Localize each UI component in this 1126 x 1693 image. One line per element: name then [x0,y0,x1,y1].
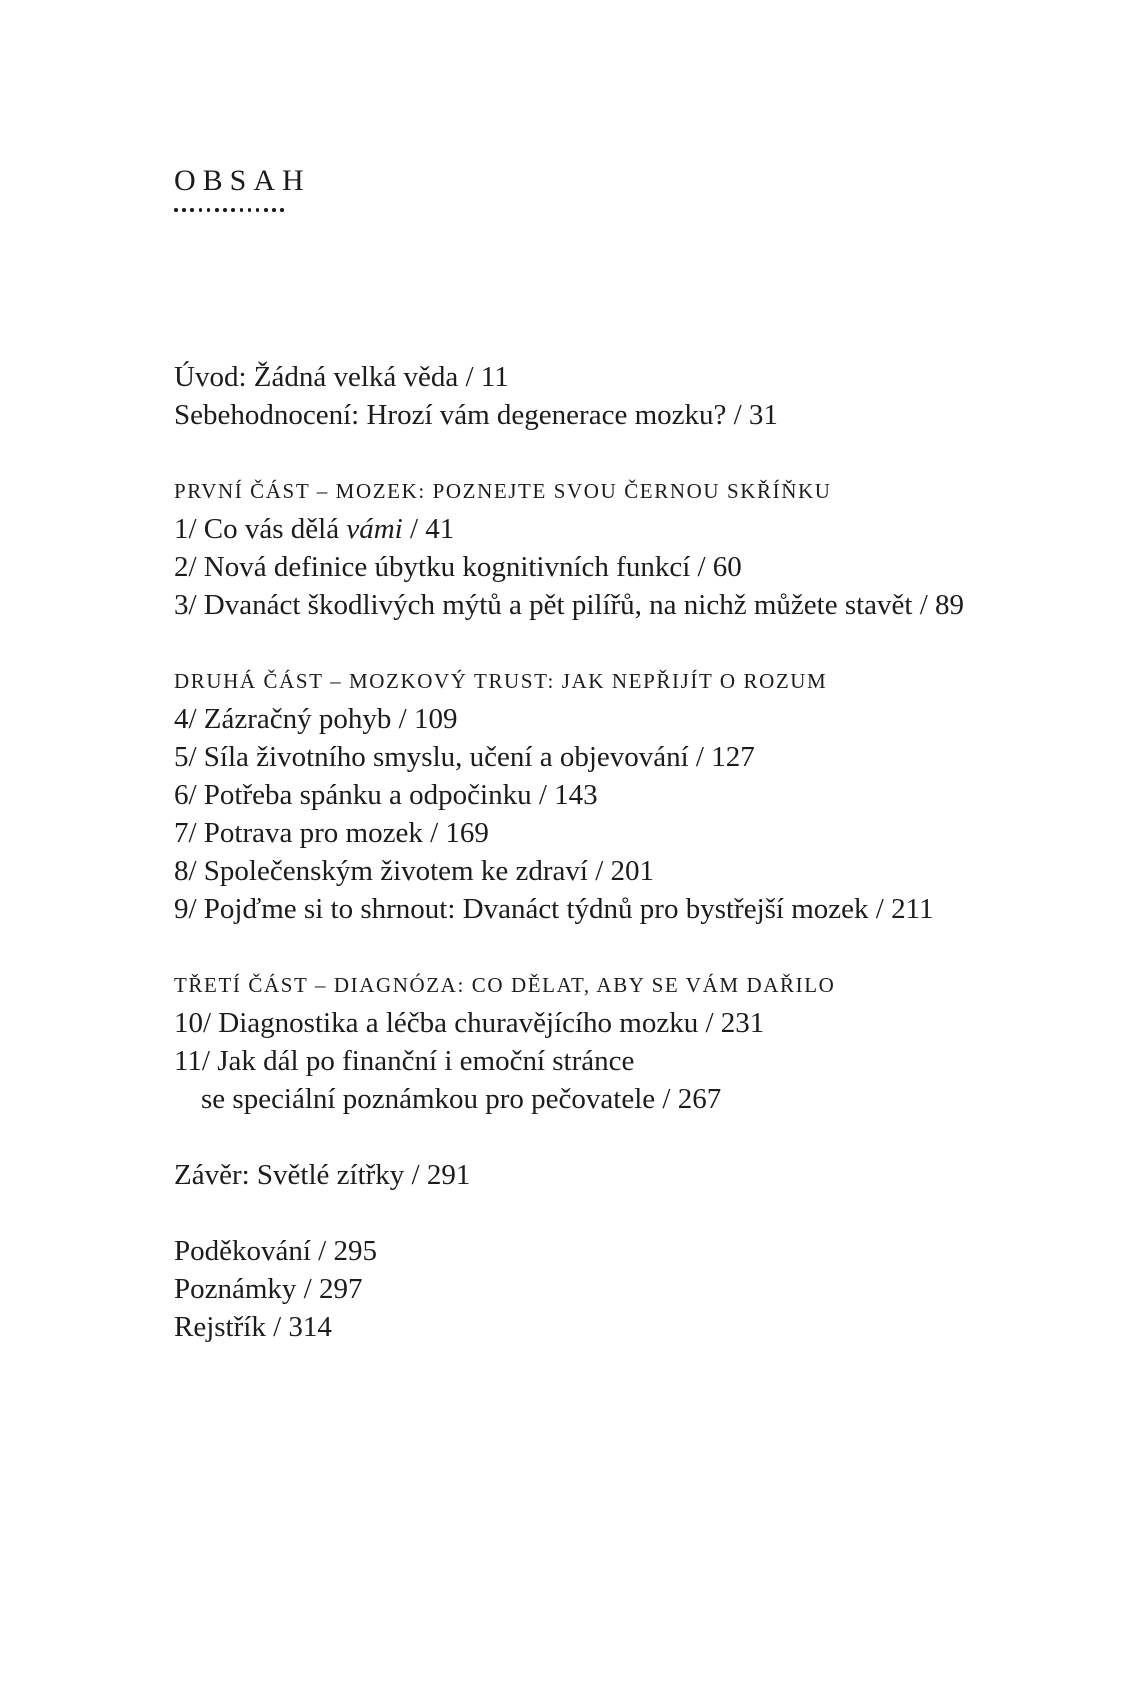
toc-section [174,1232,1056,1346]
toc-entry-text-italic: vámi [346,513,403,545]
toc-entry-text: 5/ Síla životního smyslu, učení a objevování / 127 [174,741,755,773]
toc-entry [174,1004,1056,1042]
toc-entry-text: 4/ Zázračný pohyb / 109 [174,703,458,735]
divider-dot [223,208,227,212]
toc-entry [174,586,1056,624]
divider-dot [174,208,178,212]
toc-entry-text: 10/ Diagnostika a léčba churavějícího mozku / 231 [174,1007,765,1039]
toc-section-heading: TŘETÍ ČÁST – DIAGNÓZA: CO DĚLAT, ABY SE VÁM DAŘILO [174,973,836,997]
toc-entry-text: 6/ Potřeba spánku a odpočinku / 143 [174,779,598,811]
toc-entry-text: 7/ Potrava pro mozek / 169 [174,817,489,849]
toc-entry [174,852,1056,890]
toc-entry [174,700,1056,738]
toc-section-heading: DRUHÁ ČÁST – MOZKOVÝ TRUST: JAK NEPŘIJÍT O ROZUM [174,669,828,693]
toc-entry-text: 8/ Společenským životem ke zdraví / 201 [174,855,655,887]
toc-entry [174,1308,1056,1346]
toc-section [174,1156,1056,1194]
toc-entry-continuation [174,1080,1056,1118]
toc-entry-text: Úvod: Žádná velká věda / 11 [174,361,509,393]
dotted-divider [174,208,1056,212]
toc-entry [174,358,1056,396]
divider-dot [190,208,194,212]
divider-dot [272,208,276,212]
toc-entry-text: Rejstřík / 314 [174,1311,332,1343]
toc-entry [174,1042,1056,1080]
toc-entry-text: 9/ Pojďme si to shrnout: Dvanáct týdnů pro bystřejší mozek / 211 [174,893,934,925]
toc-entry-text: 11/ Jak dál po finanční i emoční stránce [174,1045,635,1077]
divider-dot [182,208,186,212]
divider-dot [215,208,219,212]
page-title: OBSAH [174,164,311,197]
toc-header [174,166,1056,212]
divider-dot [240,208,244,212]
toc-entry [174,890,1056,928]
toc-section [174,358,1056,434]
divider-dot [207,208,211,212]
divider-dot [248,208,252,212]
toc-entry-text: 2/ Nová definice úbytku kognitivních funkcí / 60 [174,551,742,583]
divider-dot [264,208,268,212]
toc-section [174,966,1056,1118]
divider-dot [280,208,284,212]
toc-section [174,662,1056,928]
table-of-contents [174,358,1056,1346]
toc-entry-text: / 41 [402,513,455,545]
toc-entry-text: 3/ Dvanáct škodlivých mýtů a pět pilířů, na nichž můžete stavět / 89 [174,589,965,621]
toc-entry-text: Sebehodnocení: Hrozí vám degenerace mozku? / 31 [174,399,778,431]
toc-entry [174,1156,1056,1194]
toc-entry [174,510,1056,548]
toc-entry [174,396,1056,434]
divider-dot [256,208,260,212]
toc-entry-text: Poděkování / 295 [174,1235,377,1267]
divider-dot [199,208,203,212]
toc-entry-text: Poznámky / 297 [174,1273,363,1305]
toc-entry [174,776,1056,814]
toc-entry-text: se speciální poznámkou pro pečovatele / 267 [201,1083,722,1115]
toc-entry-text: 1/ Co vás dělá [174,513,347,545]
toc-entry [174,814,1056,852]
toc-entry [174,1232,1056,1270]
toc-section [174,472,1056,624]
toc-entry [174,548,1056,586]
toc-entry-text: Závěr: Světlé zítřky / 291 [174,1159,471,1191]
toc-section-heading: PRVNÍ ČÁST – MOZEK: POZNEJTE SVOU ČERNOU SKŘÍŇKU [174,479,832,503]
toc-entry [174,1270,1056,1308]
toc-entry [174,738,1056,776]
divider-dot [231,208,235,212]
